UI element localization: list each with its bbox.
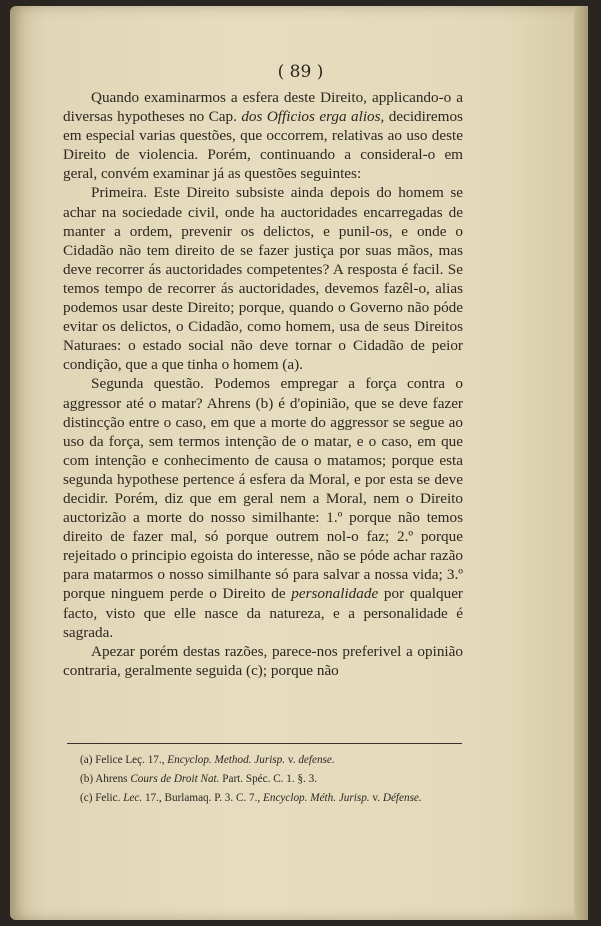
- text-run: (c) Felic.: [80, 792, 124, 804]
- italic-text: dos Officios erga alios: [241, 108, 381, 126]
- italic-text: Défense.: [382, 792, 422, 804]
- text-run: , decidiremos em especial varias questões, que occorrem, relativas ao uso deste Direito de violencia. Porém, continuando a consideral-o em geral, convém examinar já as questões seguintes:: [63, 108, 463, 183]
- italic-text: Cours de Droit Nat.: [130, 773, 220, 785]
- italic-text: defense.: [298, 754, 335, 766]
- page-number: ( 89 ): [277, 62, 324, 82]
- text-run: 17., Burlamaq. P. 3. C. 7.,: [142, 792, 264, 804]
- paragraph: [63, 374, 463, 641]
- text-run: Apezar porém destas razões, parece-nos preferivel a opinião contraria, geralmente seguida (c); porque não: [63, 642, 463, 679]
- text-run: Primeira. Este Direito subsiste ainda depois do homem se achar na sociedade civil, onde ha auctoridades encarregadas de manter a ordem, prevenir os delictos, e punil-os, e onde o Cidadão não tem direito de se fazer justiça por suas mãos, mas deve recorrer ás auctoridades competentes? A resposta é facil. Se temos tempo de recorrer ás auctoridades, devemos fazêl-o, alias podemos usar deste Direito; porque, quando o Governo não póde evitar os delictos, o Cidadão, como homem, usa de seus Direitos Naturaes: o estado social não deve tornar o Cidadão de peior condição, que a que tinha o homem (a).: [63, 184, 463, 374]
- italic-text: personalidade: [291, 585, 379, 603]
- paragraph: [63, 183, 463, 374]
- footnote-divider: [67, 743, 462, 744]
- text-run: Segunda questão. Podemos empregar a força contra o aggressor até o matar? Ahrens (b) é d'opinião, que se deve fazer distincção entre o caso, em que a morte do aggressor se segue ao uso da força, sem termos intenção de o matar, e o caso, em que com intenção e conhecimento de causa o matamos; porque esta segunda hypothese pertence á esfera da Moral, e por esta se deve decidir. Porém, diz que em geral nem a Moral, nem o Direito auctorizão a morte do nosso similhante: 1.º porque não temos direito de fazer mal, só porque outrem nol-o faz; 2.º porque rejeitado o principio egoista do interesse, não se póde achar razão para matarmos o nosso similhante só para salvar a nossa vida; 3.º porque ninguem perde o Direito de: [63, 375, 463, 603]
- text-run: v.: [369, 792, 383, 804]
- text-run: Quando examinarmos a esfera deste Direito, applicando-o a diversas hypotheses no Cap.: [63, 89, 463, 126]
- body-text: [63, 88, 463, 680]
- footnote: [80, 771, 465, 788]
- text-run: Part. Spéc. C. 1. §. 3.: [219, 773, 318, 785]
- text-run: v.: [285, 754, 299, 766]
- italic-text: Lec.: [123, 792, 143, 804]
- footnotes: [80, 752, 465, 809]
- paragraph: [63, 642, 463, 680]
- text-run: (a) Felice Leç. 17.,: [80, 754, 168, 766]
- page-edge-shadow: [574, 6, 588, 920]
- text-run: por qualquer facto, visto que elle nasce da natureza, e a personalidade é sagrada.: [63, 585, 463, 641]
- footnote: [80, 752, 465, 769]
- footnote: [80, 790, 465, 807]
- text-run: (b) Ahrens: [80, 773, 131, 785]
- italic-text: Encyclop. Méth. Jurisp.: [263, 792, 370, 804]
- paragraph: [63, 88, 463, 183]
- italic-text: Encyclop. Method. Jurisp.: [167, 754, 286, 766]
